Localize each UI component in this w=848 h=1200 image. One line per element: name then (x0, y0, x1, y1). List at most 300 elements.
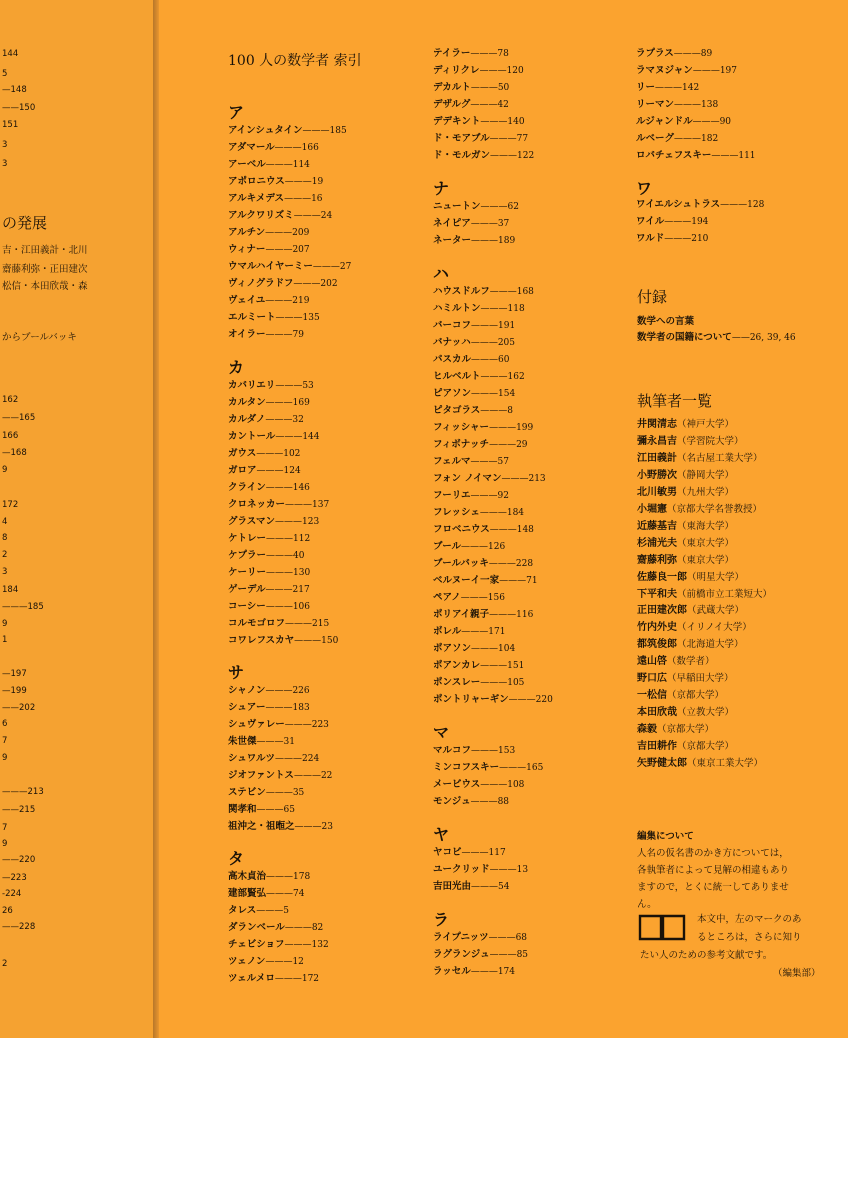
index-entry (228, 567, 310, 579)
mathematician-name: ワイエルシュトラス (636, 199, 721, 210)
leader-line: ——— (285, 500, 313, 510)
index-title: 100 人の数学者 索引 (228, 53, 362, 69)
leader-line: ——— (266, 889, 294, 899)
mathematician-name: ベルヌーイ一家 (433, 575, 500, 586)
index-entry (433, 847, 506, 859)
author-name: 江田義計 (637, 452, 677, 464)
index-entry (228, 142, 319, 154)
index-entry (433, 779, 524, 791)
leader-line: ——— (488, 559, 516, 569)
author-name: 杉浦光夫 (637, 537, 677, 549)
page-number: 124 (283, 466, 301, 476)
mathematician-name: ウィナー (228, 244, 266, 255)
author-name: 都筑俊郎 (637, 639, 677, 651)
page-number: 169 (292, 398, 310, 408)
page-number: 185 (329, 126, 347, 136)
author-affiliation: （東京大学） (677, 554, 735, 566)
mathematician-name: ウマルハイヤーミー (228, 261, 313, 272)
author-name: 北川敏男 (637, 486, 677, 498)
leader-line: ——— (471, 644, 499, 654)
leader-line: ——— (266, 551, 294, 561)
left-page-fragment: 7 (2, 823, 8, 833)
leader-line: ——— (266, 872, 294, 882)
mathematician-name: バーコフ (433, 320, 472, 331)
reference-mark-line: るところは，さらに知り (697, 932, 802, 943)
mathematician-name: アインシュタイン (228, 125, 303, 136)
leader-line: ——— (470, 338, 498, 348)
author-entry (637, 521, 734, 533)
left-page-fragment: —223 (2, 873, 27, 883)
page-number: 194 (691, 217, 709, 227)
index-entry (433, 626, 505, 638)
page-number: 202 (320, 279, 338, 289)
leader-line: ——— (265, 415, 293, 425)
page-number: 106 (292, 602, 310, 612)
authors-list (637, 0, 837, 780)
page-number: 151 (507, 661, 525, 671)
leader-line: ——— (489, 610, 517, 620)
index-entry (228, 448, 300, 460)
leader-line: ——— (488, 933, 516, 943)
leader-line: ——— (480, 661, 508, 671)
author-entry (637, 572, 744, 584)
mathematician-name: ポアソン (433, 643, 472, 654)
mathematician-name: ケプラー (228, 550, 267, 561)
page-number: 142 (682, 83, 700, 93)
index-entry (228, 499, 329, 511)
mathematician-name: ダランベール (228, 922, 285, 933)
index-entry (433, 575, 538, 587)
page-number: 78 (497, 49, 509, 59)
mathematician-name: ハミルトン (433, 303, 481, 314)
mathematician-name: テイラー (433, 48, 471, 59)
appendix-title: 付録 (637, 288, 668, 306)
mathematician-name: コルモゴロフ (228, 618, 286, 629)
author-affiliation: （武蔵大学） (687, 605, 745, 617)
mathematician-name: ヴェイユ (228, 295, 266, 306)
index-entry (228, 956, 304, 968)
author-affiliation: （京都大学） (667, 690, 725, 702)
author-entry (637, 639, 744, 651)
leader-line: ——— (489, 865, 517, 875)
author-entry (637, 555, 734, 567)
previous-page-fragments (2, 0, 152, 1038)
leader-line: ——— (256, 906, 284, 916)
index-entry (228, 973, 319, 985)
left-page-fragment: 吉・江田義計・北川 (2, 245, 88, 256)
mathematician-name: ガウス (228, 448, 257, 459)
leader-line: ——— (471, 882, 499, 892)
index-entry (433, 371, 525, 383)
index-entry (228, 905, 289, 917)
page-number: 102 (283, 449, 301, 459)
mathematician-name: 祖沖之・祖暅之 (228, 821, 295, 832)
left-page-fragment: ——220 (2, 855, 36, 865)
index-entry (433, 932, 527, 944)
index-entry (433, 677, 524, 689)
leader-line: ——— (470, 491, 498, 501)
index-entry (228, 618, 329, 630)
page-number: 150 (321, 636, 339, 646)
page-number: 60 (498, 355, 510, 365)
left-page-fragment: からブールバッキ (2, 332, 77, 343)
index-entry (433, 405, 513, 417)
mathematician-name: 関孝和 (228, 804, 257, 815)
author-affiliation: （イリノイ大学） (677, 622, 752, 634)
index-entry (433, 218, 509, 230)
left-page-fragment: 2 (2, 959, 8, 969)
page-number: 8 (507, 406, 513, 416)
leader-line: ——— (293, 279, 321, 289)
mathematician-name: ステビン (228, 787, 266, 798)
index-entry (228, 176, 323, 188)
author-entry (637, 589, 772, 601)
left-page-fragment: -224 (2, 889, 22, 899)
page-number: 130 (293, 568, 311, 578)
author-affiliation: （九州大学） (677, 486, 735, 498)
index-entry (228, 431, 320, 443)
page-number: 148 (516, 525, 534, 535)
leader-line: ——— (508, 695, 536, 705)
mathematician-name: ネイピア (433, 218, 471, 229)
mathematician-name: アポロニウス (228, 176, 285, 187)
left-page-fragment: 3 (2, 140, 8, 150)
page-number: 35 (292, 788, 305, 798)
mathematician-name: マルコフ (433, 745, 472, 756)
index-section-heading: ハ (433, 264, 450, 283)
index-entry (228, 685, 310, 697)
leader-line: ——— (471, 389, 499, 399)
author-name: 森毅 (637, 724, 657, 736)
page-number: 144 (302, 432, 320, 442)
page-number: 223 (311, 720, 329, 730)
mathematician-name: チェビショフ (228, 939, 285, 950)
leader-line: ——— (480, 202, 508, 212)
left-page-fragment: 8 (2, 533, 8, 543)
author-entry (637, 504, 762, 516)
index-entry (433, 694, 553, 706)
author-affiliation: （静岡大学） (677, 469, 735, 481)
page-number: 82 (311, 923, 324, 933)
mathematician-name: エルミート (228, 312, 276, 323)
leader-line: ——— (471, 236, 499, 246)
reference-mark-line: たい人のための参考文献です。 (640, 950, 773, 961)
page-number: 92 (497, 491, 509, 501)
mathematician-name: ポントリャーギン (433, 694, 509, 705)
leader-line: ——— (265, 398, 293, 408)
editorial-line: 各執筆者によって見解の相違もあり (637, 865, 790, 876)
page-number: 120 (506, 66, 524, 76)
index-entry (433, 558, 533, 570)
leader-line: ——— (293, 771, 321, 781)
leader-line: ——— (664, 217, 692, 227)
index-entry (228, 871, 310, 883)
mathematician-name: ロバチェフスキー (636, 150, 712, 161)
mathematician-name: グラスマン (228, 516, 276, 527)
mathematician-name: 建部賢弘 (228, 888, 267, 899)
reference-mark-line: 本文中，左のマークのあ (697, 914, 802, 925)
author-name: 吉田耕作 (637, 741, 677, 753)
page-number: 168 (516, 287, 534, 297)
left-page-fragment: ——215 (2, 805, 36, 815)
index-entry (228, 888, 304, 900)
index-entry (228, 210, 332, 222)
mathematician-name: シュヴァレー (228, 719, 285, 730)
index-entry (433, 507, 524, 519)
mathematician-name: パスカル (433, 354, 472, 365)
index-entry (433, 354, 509, 366)
author-entry (637, 436, 744, 448)
author-affiliation: （明星大学） (687, 571, 745, 583)
mathematician-name: ニュートン (433, 201, 481, 212)
leader-line: ——— (302, 126, 330, 136)
mathematician-name: ラプラス (636, 48, 674, 59)
mathematician-name: ド・モアブル (433, 133, 490, 144)
authors-title: 執筆者一覧 (637, 392, 713, 410)
page-number: 213 (528, 474, 546, 484)
left-page-fragment: ——150 (2, 103, 36, 113)
mathematician-name: フロベニウス (433, 524, 490, 535)
index-section-heading: ラ (433, 910, 450, 929)
page-number: 118 (507, 304, 525, 314)
page-number: 140 (507, 117, 525, 127)
leader-line: ——— (692, 117, 720, 127)
leader-line: ——— (256, 466, 284, 476)
author-name: 遠山啓 (637, 656, 667, 668)
mathematician-name: ミンコフスキー (433, 762, 500, 773)
leader-line: ——— (479, 66, 507, 76)
left-page-fragment: 9 (2, 619, 8, 629)
leader-line: ——— (471, 321, 499, 331)
leader-line: ——— (312, 262, 340, 272)
author-name: 小野勝次 (637, 469, 677, 481)
index-entry (433, 388, 515, 400)
page-number: 210 (691, 234, 709, 244)
page-number: 77 (516, 134, 529, 144)
appendix-item-2: 数学者の国籍について——26, 39, 46 (637, 332, 796, 343)
leader-line: ——— (461, 848, 489, 858)
index-entry (433, 422, 533, 434)
index-entry (228, 397, 310, 409)
index-entry (433, 745, 515, 757)
page-number: 22 (320, 771, 333, 781)
leader-line: ——— (480, 117, 508, 127)
mathematician-name: フィボナッチ (433, 439, 490, 450)
author-entry (637, 724, 714, 736)
page-number: 215 (312, 619, 330, 629)
mathematician-name: ツェルメロ (228, 973, 275, 984)
index-entry (228, 261, 351, 273)
page-number: 137 (312, 500, 330, 510)
author-entry (637, 707, 734, 719)
index-entry (228, 702, 310, 714)
page-number: 90 (719, 117, 732, 127)
page-number: 29 (516, 440, 528, 450)
page-number: 178 (293, 872, 311, 882)
page-number: 123 (302, 517, 320, 527)
mathematician-name: カバリエリ (228, 380, 276, 391)
mathematician-name: フェルマ (433, 456, 471, 467)
page-number: 71 (526, 576, 538, 586)
author-name: 本田欣哉 (637, 707, 677, 719)
page-number: 68 (515, 933, 528, 943)
author-entry (637, 487, 734, 499)
page-number: 135 (302, 313, 320, 323)
author-affiliation: （神戸大学） (677, 419, 735, 430)
leader-line: ——— (499, 763, 527, 773)
mathematician-name: ピアソン (433, 388, 472, 399)
mathematician-name: ルベーグ (636, 133, 675, 144)
left-page-fragment: ——228 (2, 922, 36, 932)
page-number: 207 (292, 245, 310, 255)
mathematician-name: 吉田光由 (433, 881, 472, 892)
mathematician-name: ディリクレ (433, 65, 480, 76)
editorial-title: 編集について (637, 831, 694, 842)
leader-line: ——— (673, 49, 701, 59)
index-entry (228, 635, 338, 647)
author-entry (637, 673, 734, 685)
leader-line: ——— (471, 746, 499, 756)
index-entry (433, 796, 509, 808)
leader-line: ——— (284, 177, 312, 187)
mathematician-name: ラマヌジャン (636, 65, 693, 76)
index-entry (433, 116, 525, 128)
page-number: 226 (292, 686, 310, 696)
leader-line: ——— (265, 957, 293, 967)
page-number: 166 (301, 143, 319, 153)
index-section-heading: ナ (433, 179, 450, 198)
author-affiliation: （早稲田大学） (667, 673, 734, 685)
leader-line: ——— (664, 234, 692, 244)
author-affiliation: （京都大学名誉教授） (667, 503, 763, 515)
mathematician-name: ユークリッド (433, 864, 490, 875)
leader-line: ——— (265, 686, 293, 696)
book-icon (637, 913, 687, 943)
mathematician-name: ボレル (433, 626, 462, 637)
leader-line: ——— (489, 423, 517, 433)
leader-line: ——— (265, 160, 293, 170)
index-entry (433, 881, 509, 893)
page-number: 74 (293, 889, 305, 899)
page-number: 154 (498, 389, 516, 399)
index-entry (228, 939, 329, 951)
index-entry (433, 337, 515, 349)
page-number: 42 (497, 100, 509, 110)
mathematician-name: フーリエ (433, 490, 471, 501)
left-page-fragment: ———213 (2, 787, 44, 797)
mathematician-name: フォン ノイマン (433, 473, 502, 484)
index-entry (433, 456, 509, 468)
left-page-fragment: 6 (2, 719, 8, 729)
author-affiliation: （学習院大学） (677, 435, 744, 447)
author-affiliation: （立教大学） (677, 707, 735, 719)
index-entry (228, 329, 304, 341)
mathematician-name: コーシー (228, 601, 266, 612)
left-page-fragment: 4 (2, 517, 8, 527)
index-entry (228, 516, 319, 528)
index-entry (228, 465, 301, 477)
leader-line: ——— (275, 432, 303, 442)
author-affiliation: （北海道大学） (677, 639, 744, 651)
index-entry (433, 524, 534, 536)
page-number: 88 (497, 797, 510, 807)
mathematician-name: ブール (433, 541, 462, 552)
leader-line: ——— (480, 372, 508, 382)
page-number: 105 (507, 678, 525, 688)
index-entry (228, 821, 333, 833)
index-column-1 (228, 0, 418, 1038)
mathematician-name: ポアンカレ (433, 660, 481, 671)
page-number: 23 (321, 822, 333, 832)
index-entry (228, 159, 310, 171)
mathematician-name: ガロア (228, 465, 257, 476)
page-number: 104 (498, 644, 516, 654)
leader-line: ——— (265, 788, 293, 798)
author-entry (637, 453, 763, 465)
page-number: 19 (311, 177, 324, 187)
page-number: 189 (498, 236, 516, 246)
mathematician-name: クライン (228, 482, 266, 493)
index-entry (228, 753, 319, 765)
left-page-fragment: —197 (2, 669, 27, 679)
mathematician-name: ド・モルガン (433, 150, 491, 161)
mathematician-name: デカルト (433, 82, 471, 93)
author-name: 野口広 (637, 673, 667, 685)
left-page-fragment: 162 (2, 395, 19, 405)
author-name: 齋藤利弥 (637, 554, 677, 566)
leader-line: ——— (470, 100, 498, 110)
author-entry (637, 690, 724, 702)
mathematician-name: フィッシャー (433, 422, 490, 433)
mathematician-name: ポンスレー (433, 677, 481, 688)
leader-line: ——— (501, 474, 529, 484)
index-entry (433, 660, 524, 672)
author-entry (637, 419, 734, 431)
leader-line: ——— (461, 627, 489, 637)
author-affiliation: （数学者） (667, 656, 715, 668)
left-page-fragment: 松信・本田欣哉・森 (2, 281, 88, 292)
index-entry (433, 320, 515, 332)
index-entry (228, 601, 310, 613)
index-section-heading: タ (228, 849, 245, 868)
index-entry (228, 244, 310, 256)
mathematician-name: シャノン (228, 685, 266, 696)
author-affiliation: （京都大学） (657, 724, 715, 736)
left-page-fragment: 3 (2, 159, 8, 169)
index-entry (433, 48, 509, 60)
page-number: 224 (302, 754, 320, 764)
mathematician-name: モンジュ (433, 796, 471, 807)
index-section-heading: ワ (636, 179, 653, 198)
page-number: 27 (339, 262, 352, 272)
index-entry (228, 787, 304, 799)
leader-line: ——— (470, 967, 498, 977)
author-affiliation: （名古屋工業大学） (677, 452, 763, 464)
index-entry (228, 922, 323, 934)
leader-line: ——— (274, 974, 302, 984)
page-number: 114 (292, 160, 310, 170)
left-page-fragment: 齋藤利弥・正田建次 (2, 264, 88, 275)
mathematician-name: ルジャンドル (636, 116, 693, 127)
mathematician-name: フレッシェ (433, 507, 480, 518)
author-name: 矢野健太郎 (637, 758, 687, 769)
index-entry (433, 303, 525, 315)
index-entry (433, 201, 519, 213)
index-section-heading: マ (433, 723, 450, 742)
editorial-line: ん。 (637, 899, 657, 910)
editorial-line: ますので，とくに統一してありませ (637, 882, 789, 893)
index-column-2 (433, 0, 623, 1038)
